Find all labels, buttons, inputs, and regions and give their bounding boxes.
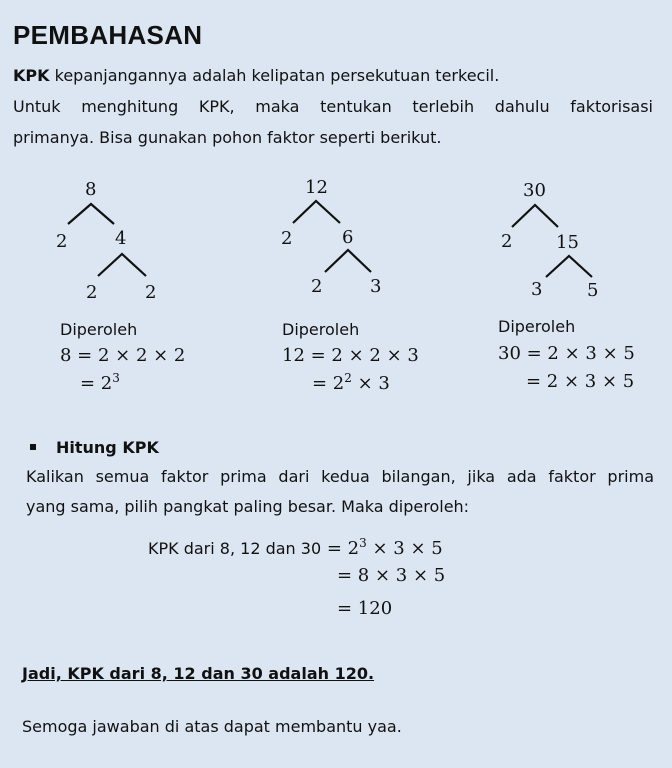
tree-1-left-factor: 2 [56,231,68,252]
tree-3-branch-bottom [325,250,371,272]
tree-2-leaf-1: 2 [311,276,323,297]
tree-2-result-label: Diperoleh [282,320,360,339]
tree-3-branch-top [512,205,558,227]
tree-1-branch-bottom [98,254,146,276]
tree-1-branch-top [68,204,114,224]
tree-2-branch-top [293,201,340,223]
kpk-calc-prefix: KPK dari 8, 12 dan 30 [148,539,322,558]
kpk-calc-line-3: = 120 [337,598,393,619]
tree-2-left-factor: 2 [281,228,293,249]
bullet-square-icon [30,444,36,450]
tree-2-root: 12 [305,177,328,198]
tree-3-root: 30 [523,180,546,201]
tree-3-equation-1: 30 = 2 × 3 × 5 [498,343,635,364]
tree-1-equation-1: 8 = 2 × 2 × 2 [60,345,186,366]
kpk-calc-line-2: = 8 × 3 × 5 [337,565,446,586]
page-title: PEMBAHASAN [13,20,203,50]
kpk-definition: kepanjangannya adalah kelipatan persekutuan terkecil. [49,66,500,85]
section-line-1: Kalikan semua faktor prima dari kedua bilangan, jika ada faktor prima [26,467,654,486]
kpk-term: KPK [13,66,50,85]
kpk-calc-line-1 [148,536,443,559]
tree-1-mid-factor: 4 [115,228,127,249]
tree-3-leaf-2: 5 [587,280,599,301]
tree-3-mid-factor: 15 [556,232,579,253]
tree-1-root: 8 [85,179,97,200]
tree-1-leaf-2: 2 [145,282,157,303]
kpk-calc-eq-1: = $2^3 \times 3 \times 5$ [321,536,443,559]
tree-2-equation-2: = $2^2 \times 3$ [312,371,390,394]
tree-1-leaf-1: 2 [86,282,98,303]
tree-3-left-factor: 2 [501,231,513,252]
tree-2-equation-1: 12 = 2 × 2 × 3 [282,345,419,366]
tree-1-result-label: Diperoleh [60,320,138,339]
section-heading: Hitung KPK [56,438,159,457]
tree-2-leaf-2: 3 [370,276,382,297]
section-line-2: yang sama, pilih pangkat paling besar. Maka diperoleh: [26,497,470,516]
conclusion: Jadi, KPK dari 8, 12 dan 30 adalah 120. [22,664,375,683]
tree-2-mid-factor: 6 [342,227,354,248]
tree-3-branch-bottom-2 [546,256,592,277]
tree-3-leaf-1: 3 [531,279,543,300]
tree-3-result-label: Diperoleh [498,317,576,336]
tree-1-equation-2: = $2^3$ [80,371,120,394]
closing-note: Semoga jawaban di atas dapat membantu yaa. [22,717,402,736]
intro-line-2: Untuk menghitung KPK, maka tentukan terlebih dahulu faktorisasi [13,97,653,116]
tree-3-equation-2: = 2 × 3 × 5 [526,371,635,392]
intro-line-3: primanya. Bisa gunakan pohon faktor seperti berikut. [13,128,442,147]
